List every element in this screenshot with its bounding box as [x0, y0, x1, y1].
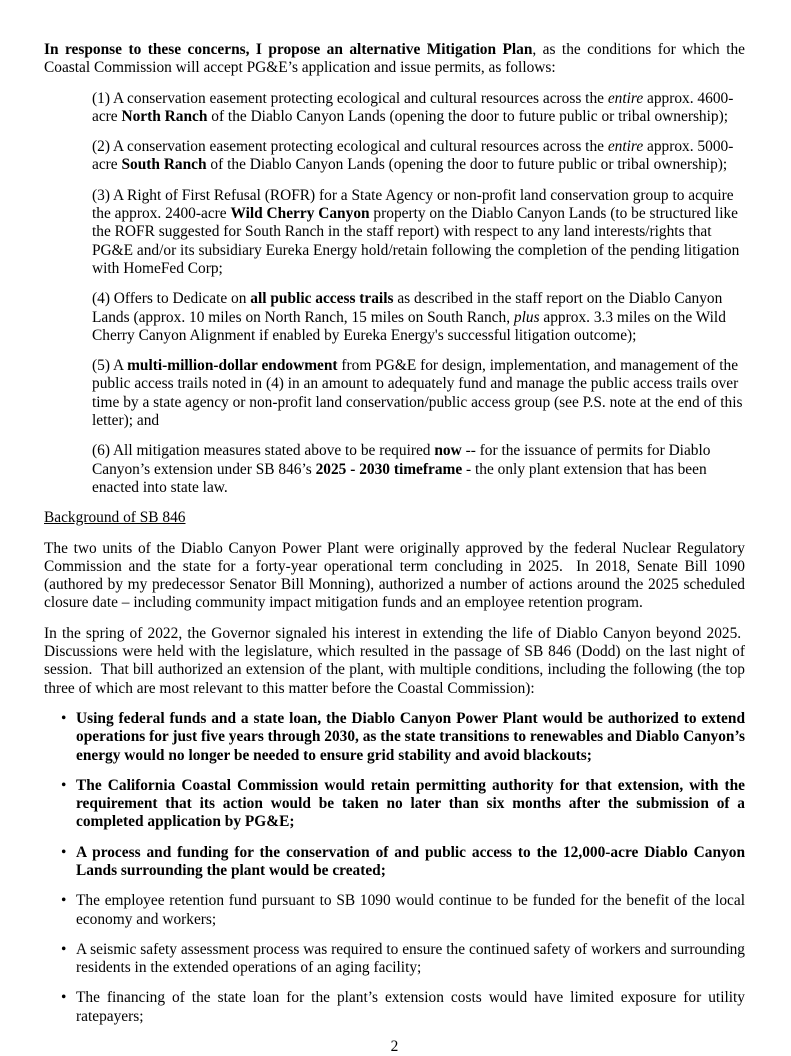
mitigation-item-4	[92, 290, 745, 345]
text-run: now	[434, 442, 462, 460]
text-run: all public access trails	[250, 290, 394, 308]
sb846-bullet-1	[44, 710, 745, 765]
text-run: plus	[513, 308, 540, 326]
text-run: (6) All mitigation measures stated above to be required	[92, 442, 435, 460]
page-number: 2	[390, 1038, 399, 1056]
mitigation-item-6	[92, 442, 745, 497]
text-run: (2) A conservation easement protecting ecological and cultural resources across the	[92, 138, 608, 156]
bullet-icon: •	[61, 940, 67, 958]
sb846-bullet-3-text	[76, 844, 745, 879]
text-run: -- for the issuance of permits for Diablo Canyon’s extension under SB 846’s	[92, 442, 711, 478]
text-run: entire	[607, 138, 644, 156]
sb846-bullet-4	[44, 892, 745, 929]
text-run: 2025 - 2030 timeframe	[315, 460, 463, 478]
document-body	[44, 41, 745, 1026]
text-run: entire	[607, 89, 644, 107]
text-run: , as the conditions for which the Coastal Commission will accept PG&E’s application and issue permits, as follows:	[44, 41, 745, 77]
background-heading	[44, 509, 745, 527]
mitigation-item-2	[92, 138, 745, 175]
text-run: A process and funding for the conservation of and public access to the 12,000-acre Diablo Canyon Lands surrounding the plant would be created;	[76, 843, 745, 879]
text-run: approx. 5000-acre	[92, 138, 734, 174]
sb846-bullet-6-text	[76, 989, 745, 1024]
text-run: property on the Diablo Canyon Lands (to be structured like the ROFR suggested for South Ranch in the staff report) with respect to any land interests/rights that PG&E and/or its subsidiary Eureka Energy hold/retain following the completion of the pending litigation with HomeFed Corp;	[92, 205, 740, 277]
text-run: Background of SB 846	[44, 509, 186, 527]
text-run: - the only plant extension that has been enacted into state law.	[92, 460, 707, 496]
text-run: A seismic safety assessment process was required to ensure the continued safety of workers and surrounding residents in the extended operations of an aging facility;	[76, 940, 745, 977]
bullet-icon: •	[61, 776, 67, 794]
text-run: Using federal funds and a state loan, the Diablo Canyon Power Plant would be authorized to extend operations for just five years through 2030, as the state transitions to renewables and Diablo Canyon’s energy would no longer be needed to ensure grid stability and avoid blackouts;	[76, 709, 745, 764]
text-run: In response to these concerns, I propose an alternative Mitigation Plan	[44, 41, 533, 58]
text-run: North Ranch	[121, 107, 208, 125]
sb846-bullet-1-text	[76, 710, 745, 764]
text-run: (3) A Right of First Refusal (ROFR) for a State Agency or non-profit land conservation group to acquire the approx. 2400-acre	[92, 186, 734, 223]
text-run: (4) Offers to Dedicate on	[92, 290, 251, 308]
text-run: of the Diablo Canyon Lands (opening the door to future public or tribal ownership);	[206, 156, 728, 174]
sb846-bullet-2-text	[76, 777, 745, 831]
sb846-bullet-3	[44, 844, 745, 881]
intro-paragraph	[44, 41, 745, 78]
text-run: (5) A	[92, 357, 128, 375]
text-run: (1) A conservation easement protecting ecological and cultural resources across the	[92, 89, 608, 107]
mitigation-item-5	[92, 357, 745, 430]
text-run: approx. 3.3 miles on the Wild Cherry Canyon Alignment if enabled by Eureka Energy's successful litigation outcome);	[92, 308, 726, 344]
sb846-bullet-2	[44, 777, 745, 832]
bullet-icon: •	[61, 709, 67, 727]
text-run: from PG&E for design, implementation, and management of the public access trails noted in (4) in an amount to adequately fund and manage the public access trails over time by a state agency or non-profit land conservation/public access group (see P.S. note at the end of this letter); and	[92, 357, 743, 430]
text-run: Wild Cherry Canyon	[230, 205, 370, 223]
background-paragraph-1	[44, 540, 745, 613]
mitigation-item-3	[92, 187, 745, 278]
bullet-icon: •	[61, 843, 67, 861]
text-run: as described in the staff report on the Diablo Canyon Lands (approx. 10 miles on North Ranch, 15 miles on South Ranch,	[92, 290, 723, 326]
text-run: of the Diablo Canyon Lands (opening the door to future public or tribal ownership);	[207, 107, 729, 125]
text-run: The financing of the state loan for the plant’s extension costs would have limited exposure for utility ratepayers;	[76, 989, 745, 1025]
sb846-bullet-5-text	[76, 941, 745, 976]
sb846-bullet-5	[44, 941, 745, 978]
bullet-icon: •	[61, 892, 67, 910]
text-run: approx. 4600-acre	[92, 89, 734, 125]
text-run: South Ranch	[121, 156, 207, 174]
text-run: In the spring of 2022, the Governor signaled his interest in extending the life of Diablo Canyon beyond 2025. Discussions were held with the legislature, which resulted in the passage of SB 846 (Dodd) on the last night of session. That bill authorized an extension of the plant, with multiple conditions, including the following (the top three of which are most relevant to this matter before the Coastal Commission):	[44, 624, 745, 697]
sb846-bullet-4-text	[76, 892, 745, 927]
bullet-icon: •	[61, 989, 67, 1007]
sb846-bullet-6	[44, 989, 745, 1026]
text-run: The California Coastal Commission would retain permitting authority for that extension, with the requirement that its action would be taken no later than six months after the submission of a completed application by PG&E;	[76, 776, 745, 831]
text-run: The two units of the Diablo Canyon Power Plant were originally approved by the federal Nuclear Regulatory Commission and the state for a forty-year operational term concluding in 2025. In 2018, Senate Bill 1090 (authored by my predecessor Senator Bill Monning), authorized a number of actions around the 2025 scheduled closure date – including community impact mitigation funds and an employee retention program.	[44, 539, 745, 612]
mitigation-item-1	[92, 90, 745, 127]
background-paragraph-2	[44, 625, 745, 698]
text-run: The employee retention fund pursuant to SB 1090 would continue to be funded for the benefit of the local economy and workers;	[76, 892, 745, 928]
text-run: multi-million-dollar endowment	[127, 357, 338, 375]
